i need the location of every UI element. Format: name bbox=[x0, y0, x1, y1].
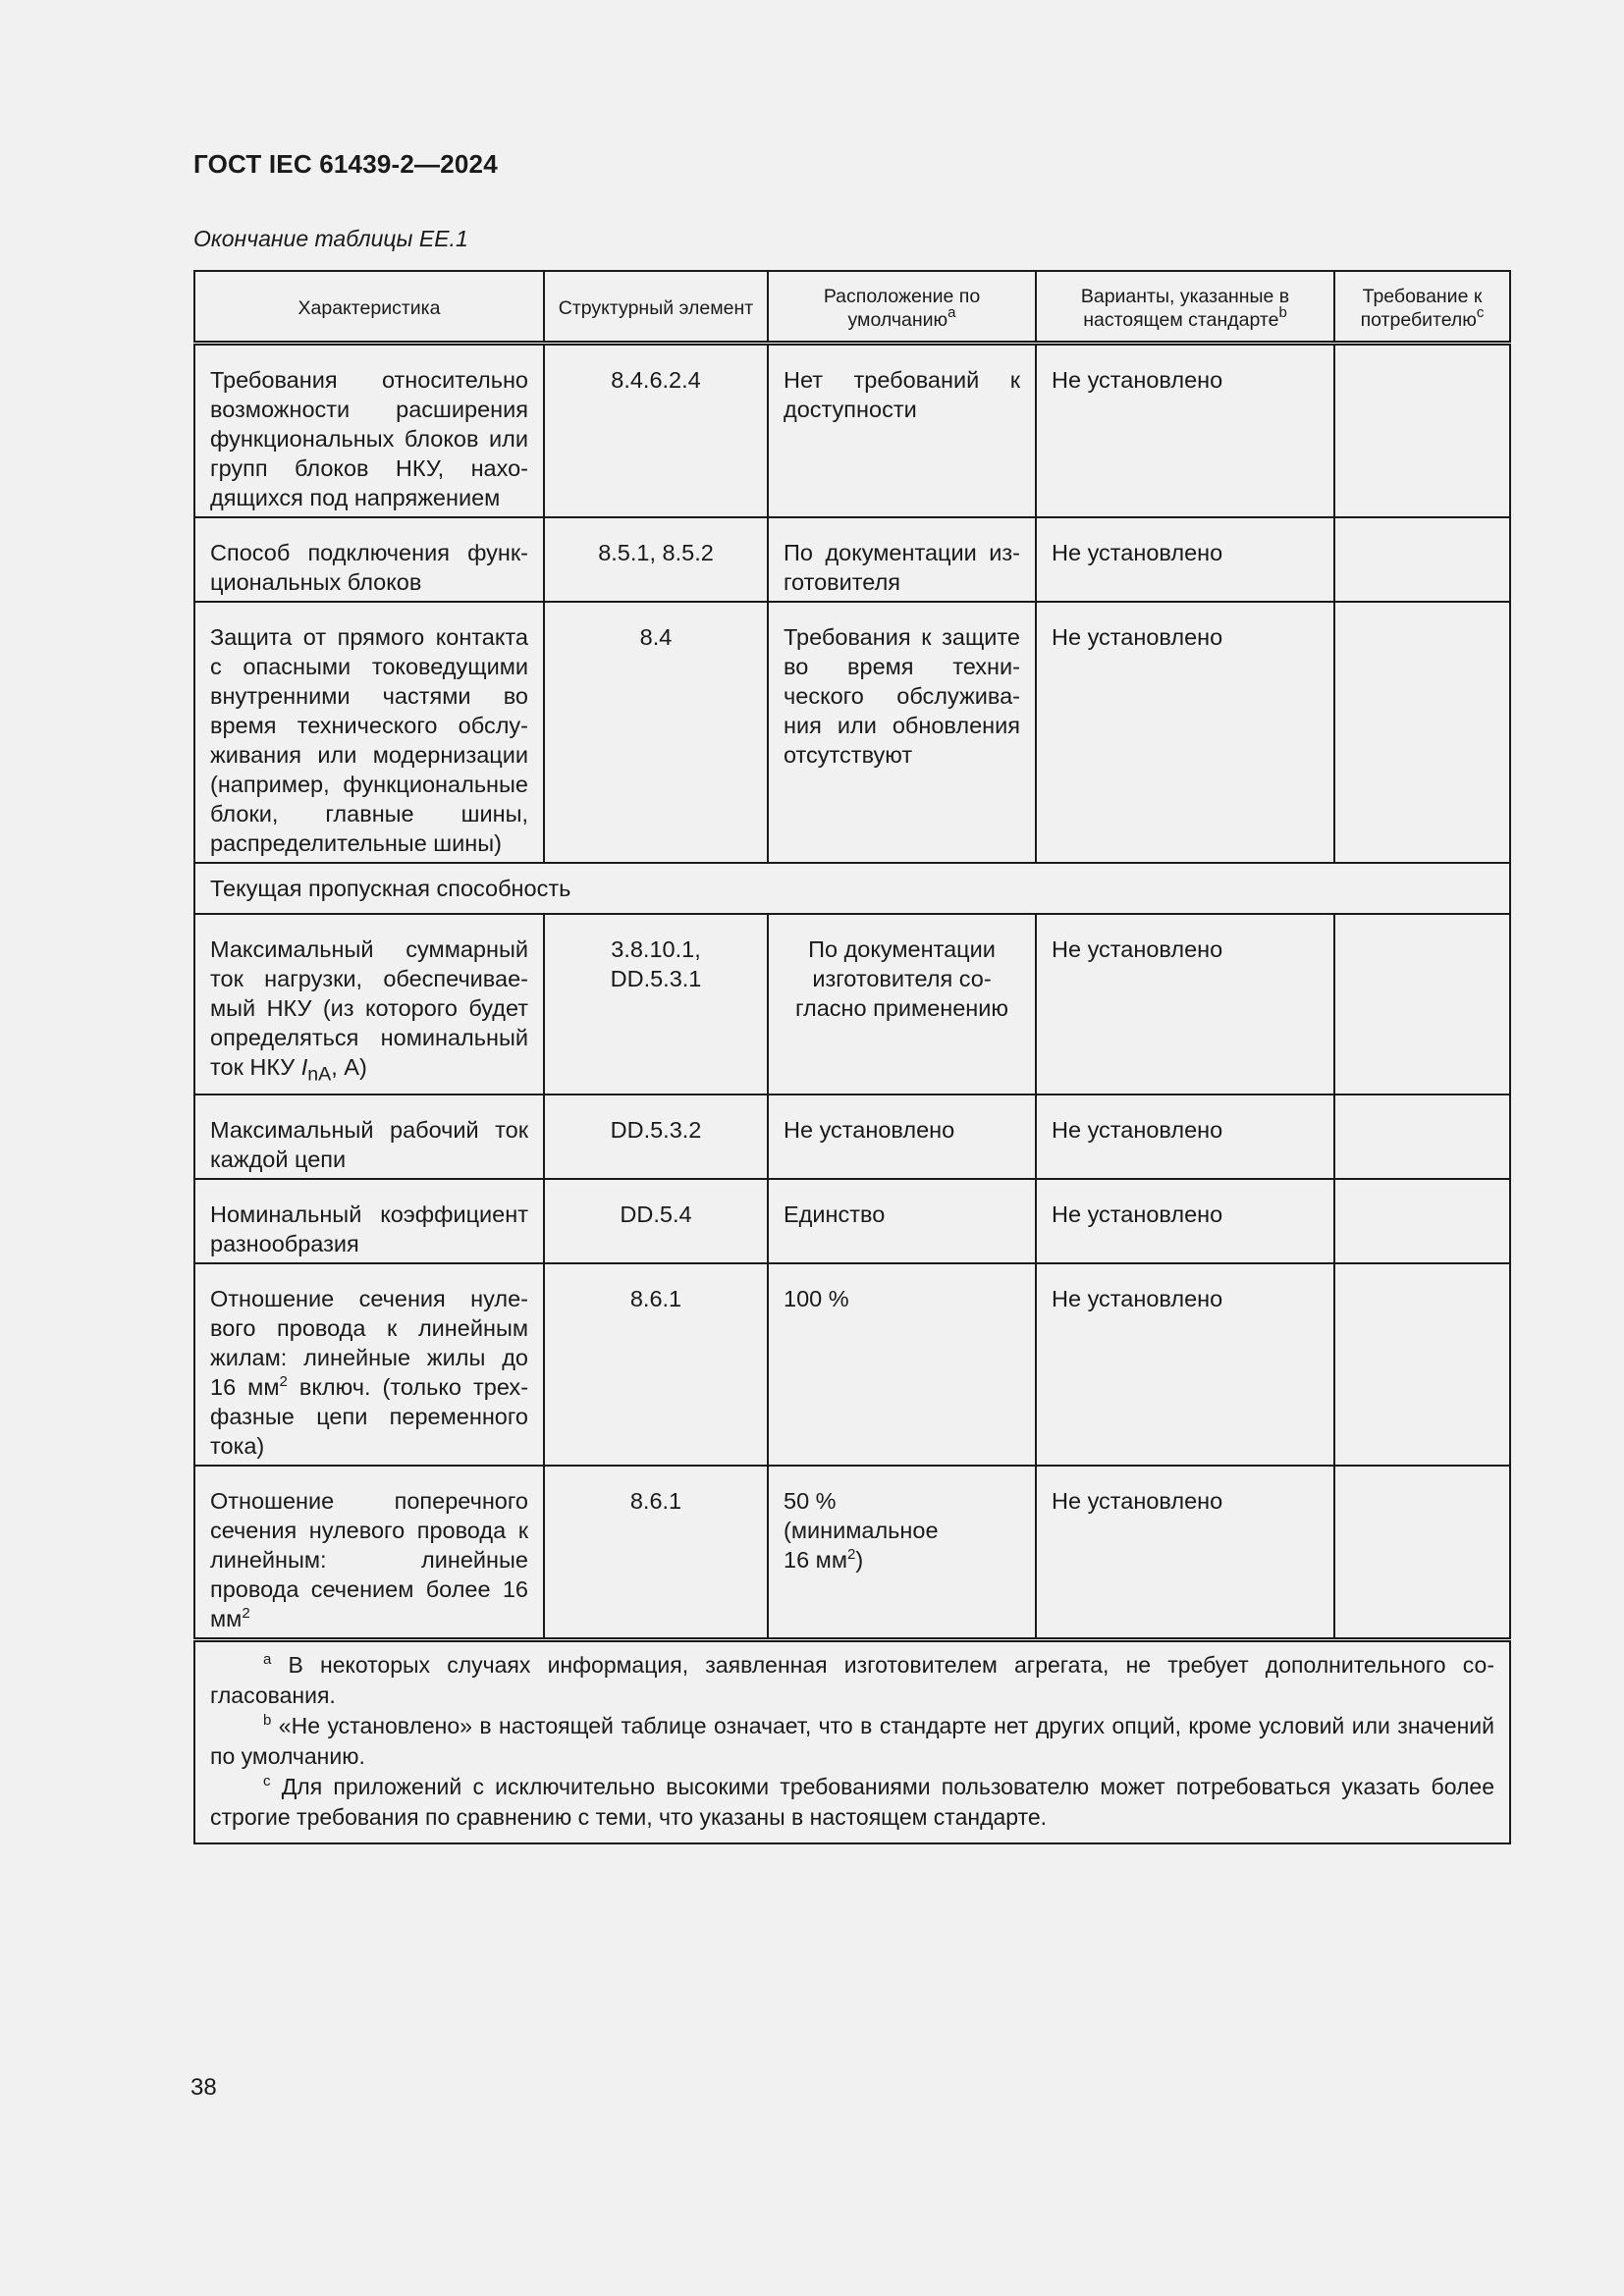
cell-variants: Не установлено bbox=[1036, 344, 1334, 518]
table-row bbox=[194, 344, 1510, 518]
cell-user-requirement bbox=[1334, 517, 1510, 602]
cell-characteristic: Отношение поперечного сечения нулевого провода к линейным: линейные провода сечением более 16 $мм^2$ bbox=[194, 1466, 544, 1640]
column-header-user-requirement: Требование к потребителю$^c$ bbox=[1334, 271, 1510, 344]
cell-variants: Не установлено bbox=[1036, 1179, 1334, 1263]
cell-structural-element: 8.6.1 bbox=[544, 1466, 768, 1640]
cell-structural-element: DD.5.4 bbox=[544, 1179, 768, 1263]
cell-default: Требования к защите во время технического обслуживания или обновления отсутствуют bbox=[768, 602, 1036, 863]
cell-default: 100 % bbox=[768, 1263, 1036, 1466]
group-heading: Текущая пропускная способность bbox=[194, 863, 1510, 914]
requirements-table bbox=[193, 270, 1511, 1844]
cell-user-requirement bbox=[1334, 344, 1510, 518]
cell-user-requirement bbox=[1334, 1095, 1510, 1179]
cell-default: По документации изготовителя согласно применению bbox=[768, 914, 1036, 1095]
cell-user-requirement bbox=[1334, 602, 1510, 863]
cell-characteristic: Максимальный суммарный ток нагрузки, обеспечиваемый НКУ (из которого будет определяться номинальный ток НКУ $I_{nA}$, А) bbox=[194, 914, 544, 1095]
table-caption: Окончание таблицы EE.1 bbox=[193, 226, 468, 251]
cell-structural-element: 8.4 bbox=[544, 602, 768, 863]
column-header-structural-element: Структурный элемент bbox=[544, 271, 768, 344]
table-row bbox=[194, 914, 1510, 1095]
cell-variants: Не установлено bbox=[1036, 517, 1334, 602]
footnote-c: $^c$ Для приложений с исключительно высокими требованиями пользователю может потребоваться указать более строгие требования по сравнению с теми, что указаны в настоящем стандарте. bbox=[210, 1772, 1494, 1830]
table-header-row bbox=[194, 271, 1510, 344]
cell-variants: Не установлено bbox=[1036, 1095, 1334, 1179]
cell-variants: Не установлено bbox=[1036, 1466, 1334, 1640]
table-row bbox=[194, 1466, 1510, 1640]
cell-characteristic: Максимальный рабочий ток каждой цепи bbox=[194, 1095, 544, 1179]
table-row bbox=[194, 517, 1510, 602]
table-row bbox=[194, 1179, 1510, 1263]
cell-characteristic: Требования относительно возможности расширения функциональных блоков или групп блоков НКУ, находящихся под напряжением bbox=[194, 344, 544, 518]
footnote-marker: a bbox=[947, 304, 956, 321]
cell-default: Единство bbox=[768, 1179, 1036, 1263]
cell-user-requirement bbox=[1334, 1466, 1510, 1640]
cell-user-requirement bbox=[1334, 914, 1510, 1095]
table-group-row bbox=[194, 863, 1510, 914]
cell-structural-element: 8.6.1 bbox=[544, 1263, 768, 1466]
page-number: 38 bbox=[190, 2074, 217, 2101]
cell-characteristic: Способ подключения функциональных блоков bbox=[194, 517, 544, 602]
cell-default: Нет требований к доступности bbox=[768, 344, 1036, 518]
column-header-variants: Варианты, указанные в настоящем стандарте$^b$ bbox=[1036, 271, 1334, 344]
document-header: ГОСТ IEC 61439-2—2024 bbox=[193, 149, 498, 179]
cell-user-requirement bbox=[1334, 1179, 1510, 1263]
footnote-marker: b bbox=[1278, 304, 1287, 321]
table-footnotes-row bbox=[194, 1639, 1510, 1843]
cell-variants: Не установлено bbox=[1036, 1263, 1334, 1466]
table-row bbox=[194, 602, 1510, 863]
cell-characteristic: Отношение сечения нулевого провода к линейным жилам: линейные жилы до 16 $мм^2$ включ. (только трехфазные цепи переменного тока) bbox=[194, 1263, 544, 1466]
cell-structural-element: DD.5.3.2 bbox=[544, 1095, 768, 1179]
cell-user-requirement bbox=[1334, 1263, 1510, 1466]
table-row bbox=[194, 1095, 1510, 1179]
cell-variants: Не установлено bbox=[1036, 602, 1334, 863]
column-header-characteristic: Характеристика bbox=[194, 271, 544, 344]
cell-structural-element: 8.4.6.2.4 bbox=[544, 344, 768, 518]
cell-characteristic: Защита от прямого контакта с опасными токоведущими внутренними частями во время технического обслуживания или модернизации (например, функциональные блоки, главные шины, распределительные шины) bbox=[194, 602, 544, 863]
footnote-marker: c bbox=[1476, 304, 1485, 321]
cell-default: 50 % (минимальное 16 $мм^2$) bbox=[768, 1466, 1036, 1640]
cell-variants: Не установлено bbox=[1036, 914, 1334, 1095]
cell-default: Не установлено bbox=[768, 1095, 1036, 1179]
table-footnotes bbox=[194, 1639, 1510, 1843]
column-header-default: Расположение по умолчанию$^a$ bbox=[768, 271, 1036, 344]
table-row bbox=[194, 1263, 1510, 1466]
footnote-a: $^a$ В некоторых случаях информация, заявленная изготовителем агрегата, не требует дополнительного согласования. bbox=[210, 1650, 1494, 1708]
cell-structural-element: 3.8.10.1, DD.5.3.1 bbox=[544, 914, 768, 1095]
footnote-b: $^b$ «Не установлено» в настоящей таблице означает, что в стандарте нет других опций, кроме условий или значений по умолчанию. bbox=[210, 1711, 1494, 1769]
cell-default: По документации изготовителя bbox=[768, 517, 1036, 602]
cell-structural-element: 8.5.1, 8.5.2 bbox=[544, 517, 768, 602]
cell-characteristic: Номинальный коэффициент разнообразия bbox=[194, 1179, 544, 1263]
